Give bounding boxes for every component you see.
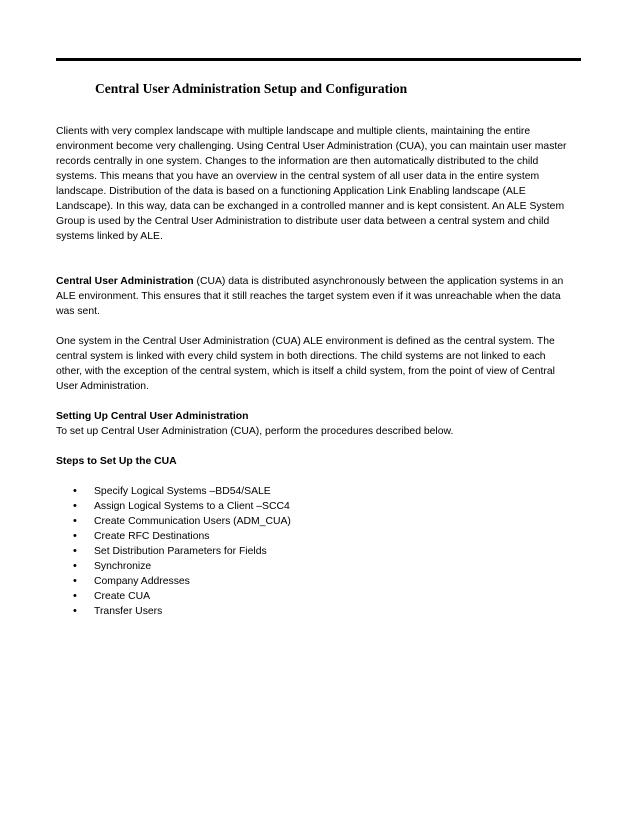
bullet-icon: • bbox=[73, 575, 77, 587]
list-item-label: Specify Logical Systems –BD54/SALE bbox=[94, 486, 271, 497]
bullet-icon: • bbox=[73, 605, 77, 617]
list-item bbox=[56, 514, 586, 529]
text-line: ALE environment. This ensures that it still reaches the target system even if it was unreachable when the data bbox=[56, 291, 561, 302]
list-item-label: Set Distribution Parameters for Fields bbox=[94, 546, 267, 557]
text-line: Clients with very complex landscape with multiple landscape and multiple clients, maintaining the entire bbox=[56, 126, 531, 137]
list-item bbox=[56, 604, 586, 619]
text-run: (CUA) data is distributed asynchronously between the application systems in an bbox=[193, 276, 564, 287]
central-system-paragraph bbox=[56, 334, 586, 394]
bullet-icon: • bbox=[73, 485, 77, 497]
list-item-label: Create Communication Users (ADM_CUA) bbox=[94, 516, 291, 527]
cua-distribution-paragraph bbox=[56, 274, 586, 319]
list-item bbox=[56, 559, 586, 574]
steps-heading: Steps to Set Up the CUA bbox=[56, 456, 177, 467]
text-line bbox=[56, 274, 586, 289]
steps-section bbox=[56, 454, 586, 469]
bullet-icon: • bbox=[73, 515, 77, 527]
text-line: environment become very challenging. Using Central User Administration (CUA), you can maintain user master bbox=[56, 141, 567, 152]
text-line: landscape. Distribution of the data is based on a functioning Application Link Enabling landscape (ALE bbox=[56, 186, 526, 197]
setup-heading: Setting Up Central User Administration bbox=[56, 411, 249, 422]
text-line: Group is used by the Central User Administration to distribute user data between a central system and child bbox=[56, 216, 550, 227]
list-item bbox=[56, 544, 586, 559]
list-item bbox=[56, 589, 586, 604]
bullet-icon: • bbox=[73, 530, 77, 542]
bullet-icon: • bbox=[73, 545, 77, 557]
bullet-icon: • bbox=[73, 560, 77, 572]
list-item-label: Company Addresses bbox=[94, 576, 190, 587]
text-line: systems. This means that you have an overview in the central system of all user data in the entire system bbox=[56, 171, 540, 182]
text-line: other, with the exception of the central system, which is itself a child system, from the point of view of Central bbox=[56, 366, 555, 377]
list-item-label: Transfer Users bbox=[94, 606, 163, 617]
list-item bbox=[56, 499, 586, 514]
document-body bbox=[56, 124, 586, 619]
header-rule bbox=[56, 58, 581, 61]
list-item-label: Create RFC Destinations bbox=[94, 531, 210, 542]
text-line: was sent. bbox=[56, 306, 100, 317]
text-line: systems linked by ALE. bbox=[56, 231, 163, 242]
list-item-label: Assign Logical Systems to a Client –SCC4 bbox=[94, 501, 290, 512]
steps-list bbox=[56, 484, 586, 619]
intro-paragraph bbox=[56, 124, 586, 244]
list-item-label: Create CUA bbox=[94, 591, 151, 602]
bullet-icon: • bbox=[73, 590, 77, 602]
text-line: One system in the Central User Administration (CUA) ALE environment is defined as the central system. The bbox=[56, 336, 555, 347]
text-line: central system is linked with every child system in both directions. The child systems are not linked to each bbox=[56, 351, 546, 362]
bold-term: Central User Administration bbox=[56, 276, 194, 287]
list-item-label: Synchronize bbox=[94, 561, 152, 572]
text-line: Landscape). In this way, data can be exchanged in a controlled manner and is kept consistent. An ALE System bbox=[56, 201, 565, 212]
setup-text: To set up Central User Administration (CUA), perform the procedures described below. bbox=[56, 426, 454, 437]
text-line: records centrally in one system. Changes to the information are then automatically distributed to the child bbox=[56, 156, 539, 167]
list-item bbox=[56, 484, 586, 499]
list-item bbox=[56, 574, 586, 589]
page-title: Central User Administration Setup and Configuration bbox=[95, 81, 408, 96]
list-item bbox=[56, 529, 586, 544]
setup-section bbox=[56, 409, 586, 439]
text-line: User Administration. bbox=[56, 381, 149, 392]
bullet-icon: • bbox=[73, 500, 77, 512]
